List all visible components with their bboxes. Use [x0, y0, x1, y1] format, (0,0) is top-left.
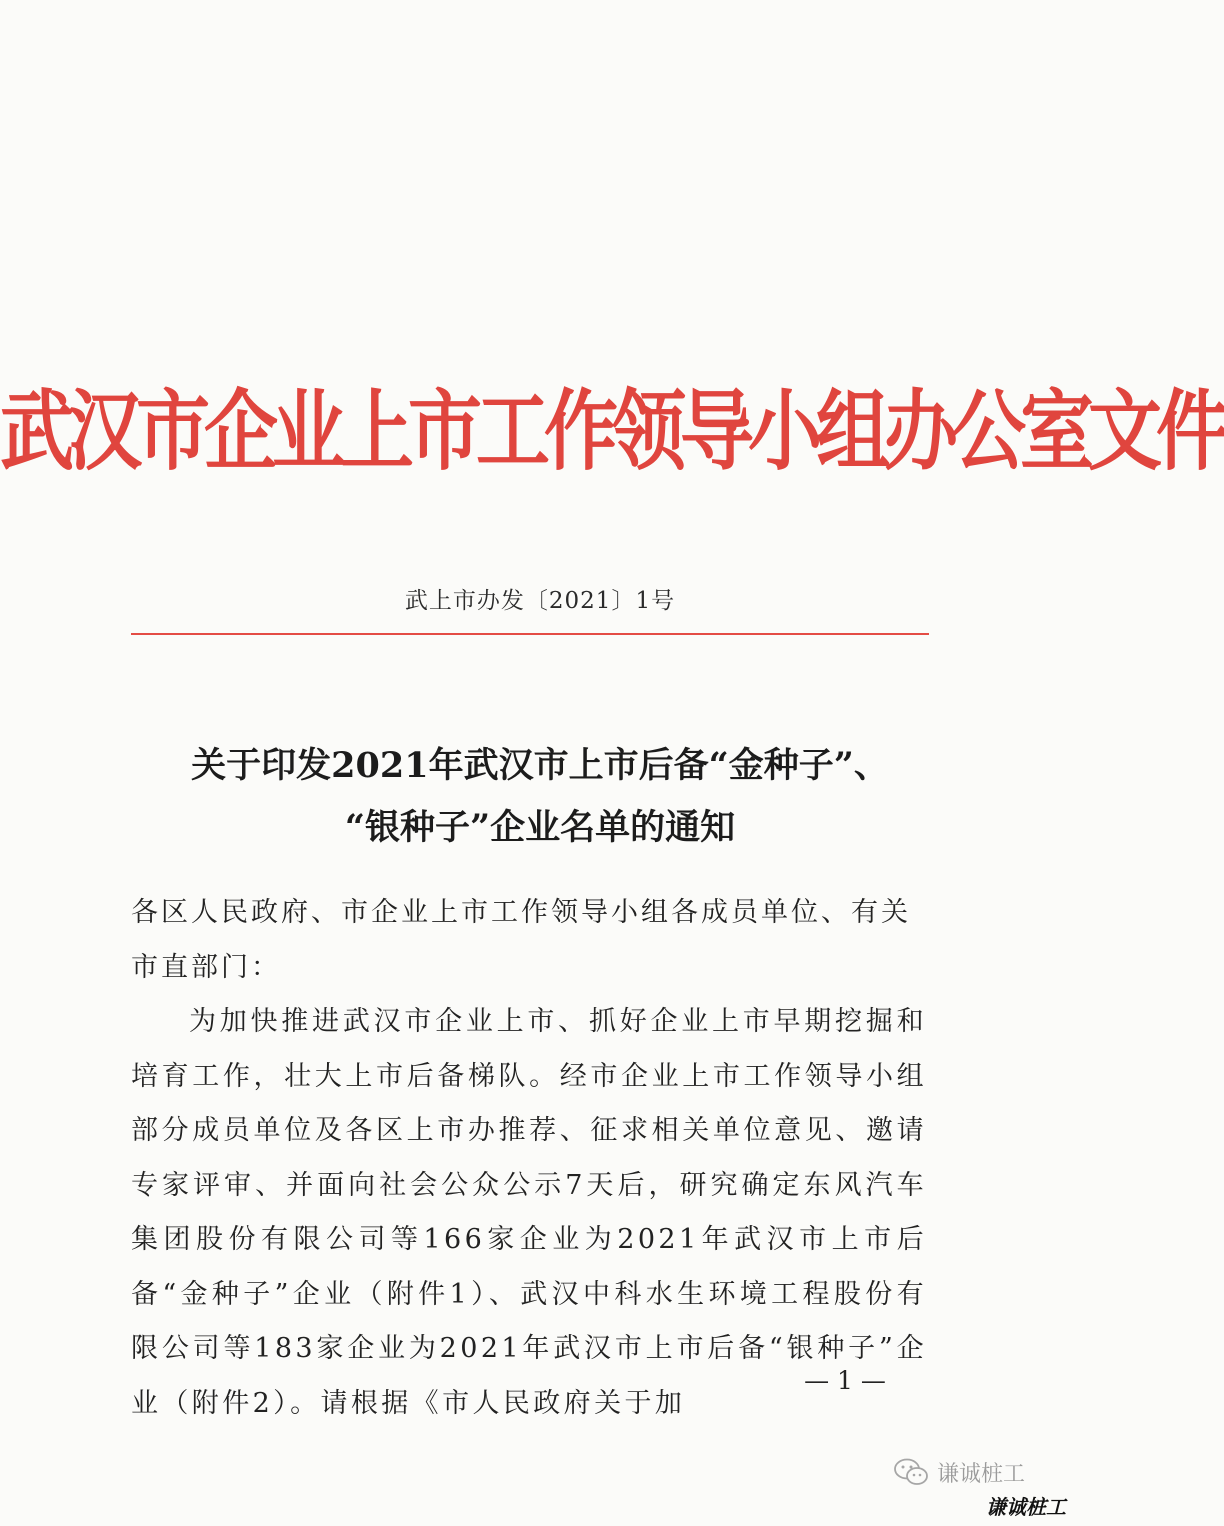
body-text	[131, 886, 927, 1431]
salutation: 各区人民政府、市企业上市工作领导小组各成员单位、有关市直部门：	[131, 897, 911, 983]
page-number: — 1 —	[804, 1366, 886, 1395]
corner-mark: 谦诚桩工	[986, 1495, 1066, 1519]
watermark-text: 谦诚桩工	[937, 1461, 1026, 1487]
body-paragraph: 为加快推进武汉市企业上市、抓好企业上市早期挖掘和培育工作，壮大上市后备梯队。经市企业上市工作领导小组部分成员单位及各区上市办推荐、征求相关单位意见、邀请专家评审、并面向社会公众公示7天后，研究确定东风汽车集团股份有限公司等166家企业为2021年武汉市上市后备“金种子”企业（附件1）、武汉中科水生环境工程股份有限公司等183家企业为2021年武汉市上市后备“银种子”企业（附件2）。请根据《市人民政府关于加	[131, 1006, 927, 1419]
watermark	[893, 1454, 1025, 1490]
notice-title	[0, 735, 1080, 859]
notice-title-line-1: 关于印发2021年武汉市上市后备“金种子”、	[191, 745, 889, 786]
document-number: 武上市办发〔2021〕1号	[404, 588, 676, 614]
wechat-icon	[893, 1457, 929, 1487]
issuer-title: 武汉市企业上市工作领导小组办公室文件	[0, 381, 1224, 483]
notice-title-line-2: “银种子”企业名单的通知	[344, 807, 736, 848]
red-divider	[131, 633, 929, 635]
